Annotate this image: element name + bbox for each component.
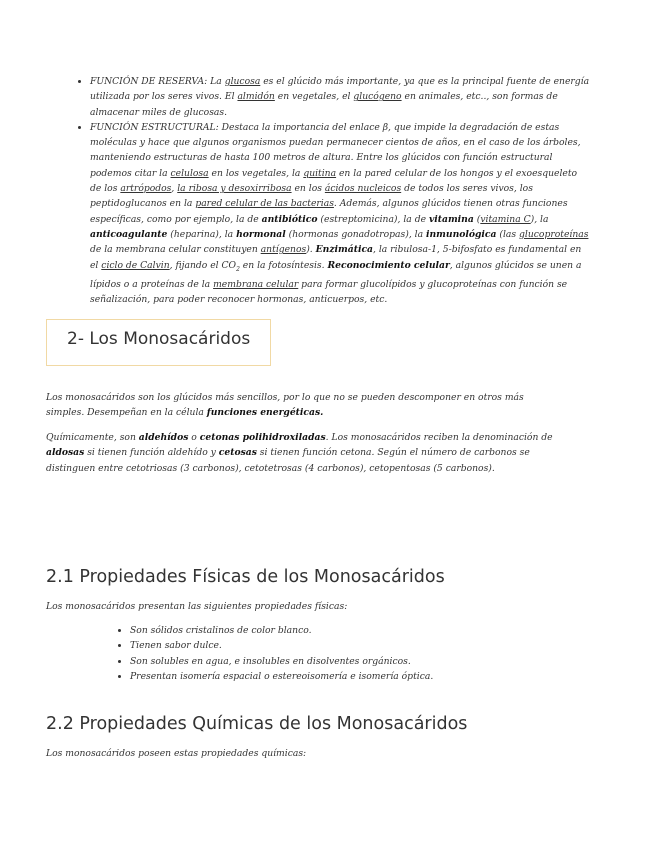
- text: en vegetales, el: [274, 91, 354, 103]
- mono-paragraph-2: [46, 430, 561, 476]
- text: FUNCIÓN DE RESERVA: La: [90, 76, 225, 87]
- link-membrana-celular[interactable]: membrana celular: [213, 278, 299, 290]
- link-glucosa[interactable]: glucosa: [224, 76, 261, 87]
- text: ).: [306, 244, 316, 256]
- text: o: [188, 432, 200, 443]
- bold-term: aldehídos: [138, 432, 189, 443]
- bold-term: vitamina: [428, 213, 474, 225]
- section-title: 2- Los Monosacáridos: [67, 329, 251, 349]
- text: . Además, algunos glúcidos tienen otras funciones específicas, como por ejemplo, la de: [90, 198, 568, 225]
- link-antigenos[interactable]: antígenos: [260, 244, 307, 256]
- text: . Los monosacáridos reciben la denominación de: [325, 432, 553, 443]
- bold-term: aldosas: [46, 447, 85, 459]
- link-acidos-nucleicos[interactable]: ácidos nucleicos: [324, 183, 402, 195]
- text: Químicamente, son: [46, 432, 139, 443]
- text: FUNCIÓN ESTRUCTURAL: Destaca la importancia del enlace β, que impide la degradación de estas moléculas y hace que algunos organismos puedan permanecer cientos de años, en el caso de los árboles, manteniendo estructuras de hasta 100 metros de altura. Entre los glúcidos con función estructural podemos citar la: [90, 121, 581, 179]
- bold-term: Reconocimiento celular: [327, 259, 450, 271]
- fisicas-list: [112, 623, 570, 684]
- bold-term: inmunológica: [426, 228, 497, 240]
- bold-term: hormonal: [236, 228, 286, 240]
- link-celulosa[interactable]: celulosa: [170, 167, 209, 179]
- text: si tienen función cetona. Según el número de carbonos se distinguen entre cetotriosas (3 carbonos), cetotetrosas (4 carbonos), cetopentosas (5 carbonos).: [46, 447, 530, 474]
- text: de todos los seres vivos, los peptidoglucanos en la: [90, 183, 533, 210]
- list-item: • Tienen sabor dulce.: [130, 638, 570, 653]
- text: para formar glucolípidos y glucoproteínas con función se señalización, para poder reconocer hormonas, anticuerpos, etc.: [90, 278, 568, 305]
- link-glucogeno[interactable]: glucógeno: [353, 91, 402, 103]
- text: en la fotosíntesis.: [239, 259, 328, 271]
- text: ), la: [530, 213, 549, 225]
- subscript: 2: [236, 265, 240, 273]
- text: (estreptomicina), la de: [317, 213, 429, 225]
- link-artropodos[interactable]: artrópodos: [120, 183, 172, 195]
- bold-term: funciones energéticas.: [206, 407, 324, 419]
- text: Los monosacáridos son los glúcidos más sencillos, por lo que no se pueden descomponer en otros más simples. Desempeñan en la célula: [46, 392, 524, 419]
- link-quitina[interactable]: quitina: [303, 167, 337, 179]
- link-pared-celular[interactable]: pared celular de las bacterias: [195, 198, 334, 210]
- text: (las: [496, 228, 520, 240]
- list-item-reserva: [90, 74, 590, 120]
- text: de la membrana celular constituyen: [90, 244, 261, 256]
- text: , algunos glúcidos se unen a lípidos o a proteínas de la: [90, 259, 582, 290]
- link-glucoproteinas[interactable]: glucoproteínas: [519, 228, 589, 240]
- quimicas-intro: Los monosacáridos poseen estas propiedades químicas:: [46, 748, 307, 759]
- glucid-functions-list: [72, 74, 590, 307]
- bold-term: antibiótico: [261, 213, 318, 225]
- list-item-estructural: [90, 120, 590, 307]
- bold-term: cetonas polihidroxiladas: [199, 432, 326, 443]
- heading-propiedades-quimicas: 2.2 Propiedades Químicas de los Monosacáridos: [46, 714, 468, 734]
- text: en la pared celular de los hongos y el exoesqueleto de los: [90, 167, 578, 195]
- bold-term: Enzimática: [315, 244, 373, 256]
- bold-term: anticoagulante: [90, 228, 168, 240]
- text: si tienen función aldehído y: [84, 447, 219, 459]
- text: en los: [291, 183, 325, 195]
- text: en animales, etc.., son formas de almacenar miles de glucosas.: [90, 91, 558, 118]
- list-item: • Son sólidos cristalinos de color blanco.: [130, 623, 570, 638]
- link-ciclo-calvin[interactable]: ciclo de Calvin: [101, 259, 170, 271]
- text: (heparina), la: [167, 228, 237, 240]
- text: , la ribulosa-1, 5-bifosfato es fundamental en el: [90, 244, 582, 271]
- heading-propiedades-fisicas: 2.1 Propiedades Físicas de los Monosacáridos: [46, 567, 445, 587]
- text: , fijando el CO: [169, 259, 237, 271]
- mono-paragraph-1: [46, 390, 561, 421]
- link-vitamina-c[interactable]: vitamina C: [480, 213, 531, 225]
- list-item: • Presentan isomería espacial o estereoisomería e isomería óptica.: [130, 669, 570, 684]
- text: (hormonas gonadotropas), la: [285, 228, 426, 240]
- fisicas-intro: Los monosacáridos presentan las siguientes propiedades físicas:: [46, 601, 348, 612]
- link-almidon[interactable]: almidón: [237, 91, 275, 103]
- bold-term: cetosas: [218, 447, 257, 459]
- text: (: [473, 213, 481, 225]
- link-ribosa[interactable]: la ribosa y desoxirribosa: [177, 183, 292, 195]
- text: es el glúcido más importante, ya que es la principal fuente de energía utilizada por los seres vivos. El: [90, 76, 590, 103]
- list-item: • Son solubles en agua, e insolubles en disolventes orgánicos.: [130, 654, 570, 669]
- section-title-box: [46, 319, 271, 366]
- text: ,: [171, 183, 178, 195]
- text: en los vegetales, la: [208, 167, 304, 179]
